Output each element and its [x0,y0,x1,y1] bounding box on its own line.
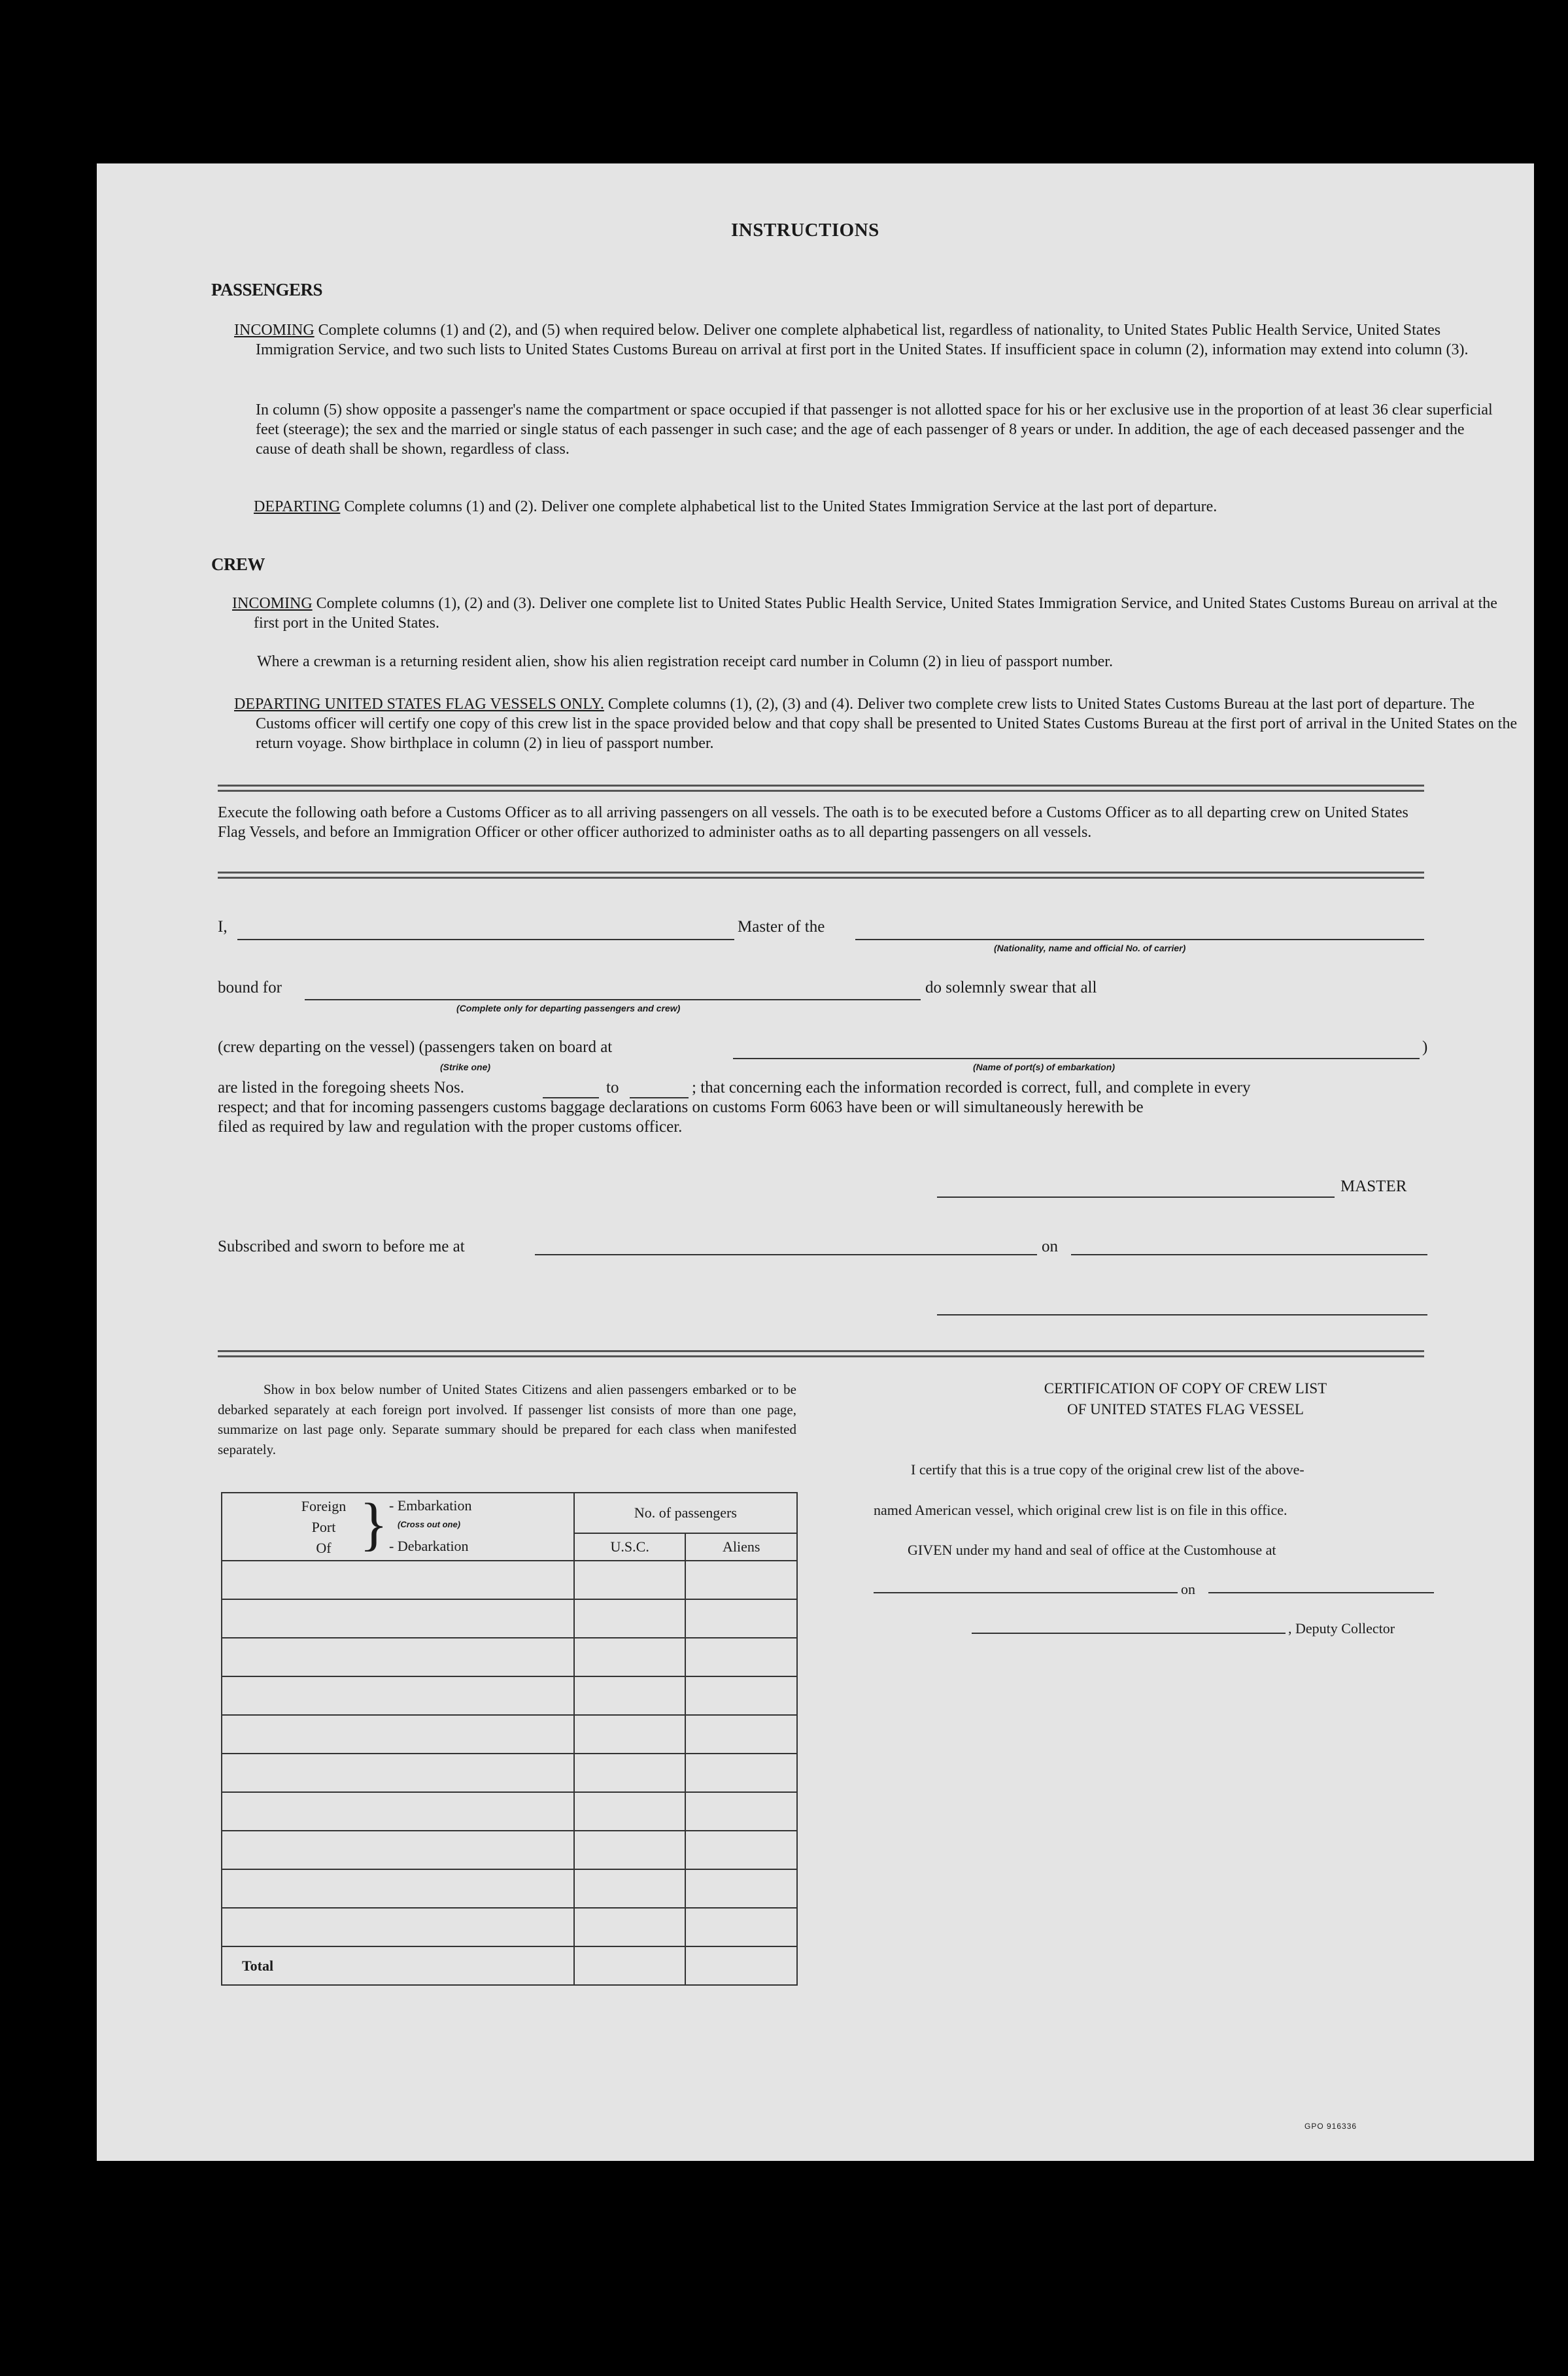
listed-text-d: filed as required by law and regulation with the proper customs officer. [218,1118,683,1136]
print-code: GPO 916336 [1304,2122,1357,2131]
usc-cell[interactable] [574,1869,686,1908]
usc-cell[interactable] [574,1676,686,1715]
bound-for-field[interactable] [305,999,921,1000]
table-row [222,1599,797,1638]
crew-heading: CREW [211,554,265,574]
crew-departing-text: Complete columns (1), (2), (3) and (4). Deliver two complete crew lists to United States Customs Bureau at the last port of departure. The Customs officer will certify one copy of this crew list in the space provided below and that copy shall be presented to United States Customs Bureau at the first port of arrival in the United States on the return voyage. Show birthplace in column (2) in lieu of passport number. [256,696,1518,752]
embarkation-port-field[interactable] [733,1058,1420,1059]
aliens-cell[interactable] [685,1676,797,1715]
passengers-heading: PASSENGERS [211,280,323,299]
total-label: Total [222,1946,574,1985]
aliens-cell[interactable] [685,1831,797,1869]
table-row [222,1792,797,1831]
close-paren: ) [1422,1038,1428,1056]
summary-instructions: Show in box below number of United States Citizens and alien passengers embarked or to be debarked separately at each foreign port involved. If passenger list consists of more than one page, summarize on last page only. Separate summary should be prepared for each class when manifested separately. [218,1382,796,1457]
aliens-cell[interactable] [685,1561,797,1599]
passengers-incoming [234,320,1518,360]
aliens-header: Aliens [685,1533,797,1561]
usc-cell[interactable] [574,1792,686,1831]
crew-departing-label: DEPARTING UNITED STATES FLAG VESSELS ONLY. [234,696,604,713]
oath-i-label: I, [218,918,228,936]
port-cell[interactable] [222,1831,574,1869]
crew-departing [234,694,1518,753]
sworn-on-label: on [1042,1238,1058,1255]
table-row [222,1831,797,1869]
sworn-location-field[interactable] [535,1254,1037,1255]
sworn-date-field[interactable] [1071,1254,1427,1255]
port-cell[interactable] [222,1676,574,1715]
port-cell[interactable] [222,1561,574,1599]
passengers-departing-text: Complete columns (1) and (2). Deliver one complete alphabetical list to the United States Immigration Service at the last port of departure. [344,498,1218,515]
port-header-of: Of [316,1540,332,1556]
port-cell[interactable] [222,1715,574,1754]
usc-cell[interactable] [574,1561,686,1599]
usc-cell[interactable] [574,1599,686,1638]
port-cell[interactable] [222,1754,574,1792]
port-caption: (Name of port(s) of embarkation) [973,1062,1116,1072]
passengers-departing-label: DEPARTING [254,498,341,515]
officer-signature-field[interactable] [937,1314,1427,1315]
port-header-port: Port [311,1519,336,1535]
usc-cell[interactable] [574,1638,686,1676]
master-label: MASTER [1340,1178,1407,1195]
deputy-collector-label: , Deputy Collector [1288,1620,1395,1637]
bound-for-label: bound for [218,979,282,996]
crew-incoming-text: Complete columns (1), (2) and (3). Deliver one complete list to United States Public Health Service, United States Immigration Service, and United States Customs Bureau on arrival at the first port in the United States. [254,595,1497,632]
port-header-foreign: Foreign [301,1498,347,1514]
port-cell[interactable] [222,1599,574,1638]
divider [218,872,1424,879]
embarkation-label: - Embarkation [389,1497,472,1514]
port-header-cell [222,1493,574,1561]
debarkation-label: - Debarkation [389,1538,469,1554]
listed-text-c: respect; and that for incoming passengers customs baggage declarations on customs Form 6063 have been or will simultaneously herewith be [218,1098,1144,1116]
port-cell[interactable] [222,1792,574,1831]
usc-cell[interactable] [574,1754,686,1792]
brace-icon: } [360,1492,388,1557]
usc-cell[interactable] [574,1908,686,1946]
certification-line-1: I certify that this is a true copy of the original crew list of the above- [911,1461,1304,1478]
page-title: INSTRUCTIONS [731,220,879,241]
aliens-cell[interactable] [685,1754,797,1792]
master-signature-field[interactable] [937,1196,1335,1198]
certification-on-label: on [1181,1581,1195,1597]
aliens-cell[interactable] [685,1908,797,1946]
certification-date-field[interactable] [1208,1592,1434,1593]
table-row [222,1561,797,1599]
swear-text: do solemnly swear that all [925,979,1097,996]
certification-heading-1: CERTIFICATION OF COPY OF CREW LIST [1044,1380,1327,1397]
master-name-field[interactable] [237,939,734,940]
passenger-summary-table [221,1492,798,1986]
listed-text-b: ; that concerning each the information recorded is correct, full, and complete in every [692,1079,1251,1096]
aliens-cell[interactable] [685,1869,797,1908]
table-row [222,1869,797,1908]
master-of-label: Master of the [738,918,825,936]
bound-for-caption: (Complete only for departing passengers and crew) [456,1003,681,1013]
certification-line-2: named American vessel, which original crew list is on file in this office. [874,1502,1287,1518]
divider [218,1350,1424,1357]
usc-cell[interactable] [574,1831,686,1869]
total-usc-cell[interactable] [574,1946,686,1985]
port-cell[interactable] [222,1869,574,1908]
aliens-cell[interactable] [685,1599,797,1638]
deputy-collector-signature-field[interactable] [972,1633,1286,1634]
no-passengers-header: No. of passengers [574,1493,797,1533]
crew-resident-alien: Where a crewman is a returning resident alien, show his alien registration receipt card number in Column (2) in lieu of passport number. [257,653,1113,670]
port-cell[interactable] [222,1638,574,1676]
certification-line-3: GIVEN under my hand and seal of office at the Customhouse at [908,1542,1276,1558]
listed-text-a: are listed in the foregoing sheets Nos. [218,1079,464,1096]
passengers-departing [254,497,1518,517]
carrier-caption: (Nationality, name and official No. of carrier) [994,943,1186,953]
table-row [222,1908,797,1946]
usc-header: U.S.C. [574,1533,686,1561]
customhouse-field[interactable] [874,1592,1178,1593]
oath-intro: Execute the following oath before a Customs Officer as to all arriving passengers on all vessels. The oath is to be executed before a Customs Officer as to all departing crew on United States Flag Vessels, and before an Immigration Officer or other officer authorized to administer oaths as to all departing passengers on all vessels. [218,804,1408,841]
certification-heading [940,1378,1431,1420]
table-row [222,1715,797,1754]
port-cell[interactable] [222,1908,574,1946]
passengers-incoming-label: INCOMING [234,322,315,339]
aliens-cell[interactable] [685,1792,797,1831]
crew-incoming [232,594,1516,633]
crew-incoming-label: INCOMING [232,595,313,612]
cross-out-caption: (Cross out one) [398,1519,461,1529]
table-row [222,1638,797,1676]
divider [218,785,1424,792]
carrier-field[interactable] [855,939,1424,940]
listed-to: to [606,1079,619,1096]
aliens-cell[interactable] [685,1638,797,1676]
crew-passengers-text: (crew departing on the vessel) (passengers taken on board at [218,1038,613,1056]
total-row [222,1946,797,1985]
column5-instructions: In column (5) show opposite a passenger's name the compartment or space occupied if that passenger is not allotted space for his or her exclusive use in the proportion of at least 36 clear superficial feet (steerage); the sex and the married or single status of each passenger in such case; and the age of each passenger of 8 years or under. In addition, the age of each deceased passenger and the cause of death shall be shown, regardless of class. [256,401,1493,458]
usc-cell[interactable] [574,1715,686,1754]
total-aliens-cell[interactable] [685,1946,797,1985]
form-page [97,163,1534,2161]
subscribed-text: Subscribed and sworn to before me at [218,1238,465,1255]
strike-caption: (Strike one) [440,1062,491,1072]
table-row [222,1676,797,1715]
aliens-cell[interactable] [685,1715,797,1754]
passengers-incoming-text: Complete columns (1) and (2), and (5) when required below. Deliver one complete alphabetical list, regardless of nationality, to United States Public Health Service, United States Immigration Service, and two such lists to United States Customs Bureau on arrival at first port in the United States. If insufficient space in column (2), information may extend into column (3). [256,322,1469,358]
table-row [222,1754,797,1792]
certification-heading-2: OF UNITED STATES FLAG VESSEL [1067,1401,1304,1417]
